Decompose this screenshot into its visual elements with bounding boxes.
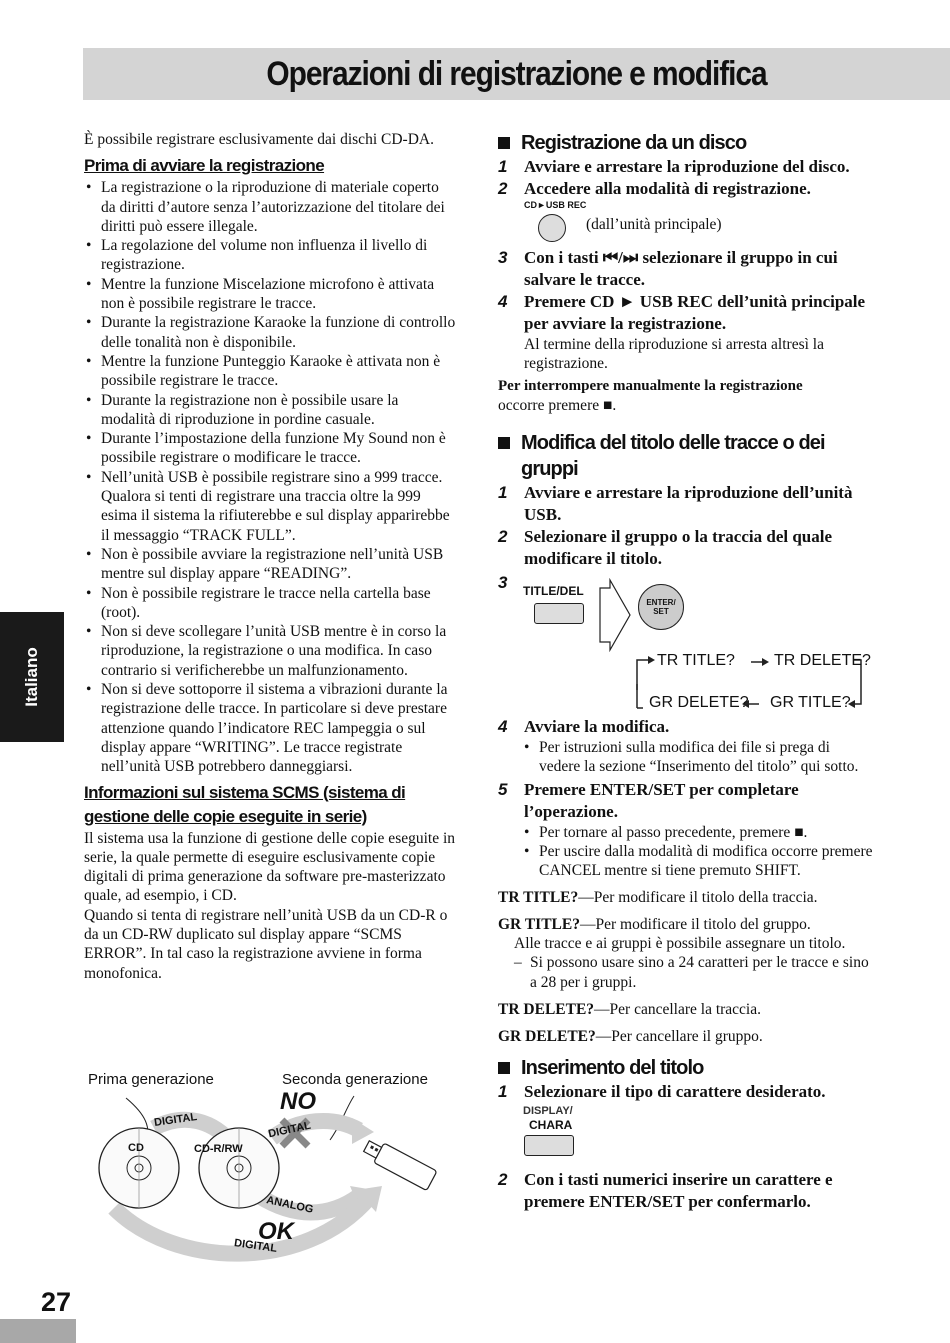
rec-step-2: 2 Accedere alla modalità di registrazione. — [498, 179, 811, 198]
digital-label-1: DIGITAL — [153, 1111, 198, 1129]
stop-recording-heading: Per interrompere manualmente la registrazione — [498, 378, 803, 394]
def-gr-title: GR TITLE?—Per modificare il titolo del gruppo. — [498, 915, 811, 933]
mod-step-1: 1 Avviare e arrestare la riproduzione dell’unità USB. — [498, 482, 853, 524]
left-column — [84, 130, 456, 983]
scms-paragraph-2: Quando si tenta di registrare nell’unità USB da un CD-R o da un CD-RW duplicato sul display appare “SCMS ERROR”. In tal caso la registrazione avviene in forma monofonica. — [84, 906, 448, 982]
ok-label: OK — [258, 1218, 294, 1245]
list-item: • Durante la registrazione non è possibile usare la modalità di riproduzione in pordine casuale. — [84, 391, 456, 430]
def-gr-delete: GR DELETE?—Per cancellare il gruppo. — [498, 1028, 763, 1046]
next-arrow-icon — [598, 578, 632, 652]
list-item: • Mentre la funzione Punteggio Karaoke è attivata non è possibile registrare le tracce. — [84, 352, 456, 391]
before-recording-list — [84, 178, 456, 776]
mod-step-5-list — [498, 823, 873, 880]
intro-text: È possibile registrare esclusivamente dai dischi CD-DA. — [84, 131, 434, 148]
list-item: • Per istruzioni sulla modifica dei file si prega di vedere la sezione “Inserimento del titolo” qui sotto. — [539, 738, 873, 776]
list-item: • Mentre la funzione Miscelazione microfono è attivata non è possibile registrare le tracce. — [84, 275, 456, 314]
rec-step-3: 3 Con i tasti ⏮/⏭ selezionare il gruppo in cui salvare le tracce. — [498, 248, 838, 289]
list-item: • La registrazione o la riproduzione di materiale coperto da diritti d’autore senza l’autorizzazione del titolare dei diritti può essere illegale. — [84, 178, 456, 236]
def-tr-title: TR TITLE?—Per modificare il titolo della traccia. — [498, 888, 818, 906]
tr-delete-label: TR DELETE? — [774, 651, 871, 669]
page-title: Operazioni di registrazione e modifica — [266, 55, 767, 93]
cd-label: CD — [128, 1142, 144, 1154]
display-chara-button[interactable] — [524, 1135, 574, 1156]
def-tr-delete: TR DELETE?—Per cancellare la traccia. — [498, 1001, 761, 1019]
def-gr-title-extra: Alle tracce e ai gruppi è possibile assegnare un titolo. — [514, 935, 846, 953]
list-item: • Non si deve scollegare l’unità USB mentre è in corso la riproduzione, la registrazione o una modifica. In caso contrario si verificherebbe un malfunzionamento. — [84, 622, 456, 680]
second-generation-label: Seconda generazione — [282, 1071, 428, 1088]
language-tab-label: Italiano — [21, 647, 41, 707]
mod-step-4: 4 Avviare la modifica. — [498, 716, 670, 736]
page-number-bar — [0, 1319, 76, 1343]
mod-step-2: 2 Selezionare il gruppo o la traccia del quale modificare il titolo. — [498, 526, 833, 568]
list-item: • Non si deve sottoporre il sistema a vibrazioni durante la registrazione delle tracce. In particolare si deve prestare attenzione quando l’indicatore REC lampeggia o sul display appare “WRITING”. Le tracce registrate nell’unità USB potrebbero danneggiarsi. — [84, 680, 456, 776]
rec-step-4-note: Al termine della riproduzione si arresta altresì la registrazione. — [524, 336, 824, 372]
page-number: 27 — [41, 1287, 72, 1317]
before-recording-heading: Prima di avviare la registrazione — [84, 156, 325, 176]
list-item: • Durante l’impostazione della funzione My Sound non è possibile registrare o modificare le tracce. — [84, 429, 456, 468]
list-item: • Per tornare al passo precedente, premere ■. — [539, 823, 873, 842]
enter-set-button[interactable]: ENTER/ SET — [638, 584, 684, 630]
list-item: • La regolazione del volume non influenza il livello di registrazione. — [84, 236, 456, 275]
analog-label: ANALOG — [265, 1194, 315, 1216]
title-del-label: TITLE/DEL — [523, 583, 584, 598]
digital-label-3: DIGITAL — [233, 1237, 278, 1255]
insert-title-heading: Inserimento del titolo — [498, 1055, 873, 1081]
gr-delete-label: GR DELETE? — [649, 693, 749, 711]
first-generation-label: Prima generazione — [88, 1071, 214, 1088]
mod-step-3: 3 — [498, 572, 508, 592]
scms-paragraph-1: Il sistema usa la funzione di gestione delle copie eseguite in serie, la quale permette di eseguire esclusivamente copie digitali di prima generazione da software pre-masterizzato quale, ad esempio, i CD. — [84, 829, 456, 905]
display-label: DISPLAY/ — [523, 1104, 573, 1117]
gr-title-label: GR TITLE? — [770, 693, 851, 711]
list-item: • Nell’unità USB è possibile registrare sino a 999 tracce. Qualora si tenti di registrare una traccia oltre la 999 esima il sistema la rifiuterebbe e sul display apparirebbe il messaggio “TRACK FULL”. — [84, 468, 456, 545]
def-gr-title-dash: – Si possono usare sino a 24 caratteri per le tracce e sino a 28 per i gruppi. — [514, 954, 869, 991]
stop-recording-text: occorre premere ■. — [498, 397, 617, 415]
recording-heading: Registrazione da un disco — [498, 130, 873, 156]
list-item: • Non è possibile registrare le tracce nella cartella base (root). — [84, 584, 456, 623]
tr-title-label: TR TITLE? — [657, 651, 735, 669]
list-item: • Per uscire dalla modalità di modifica occorre premere CANCEL mentre si tiene premuto SHIFT. — [539, 842, 873, 880]
chara-label: CHARA — [529, 1117, 573, 1132]
rec-button-note: (dall’unità principale) — [586, 216, 722, 233]
rec-step-1: 1 Avviare e arrestare la riproduzione del disco. — [498, 157, 850, 176]
ins-step-2: 2 Con i tasti numerici inserire un carattere e premere ENTER/SET per confermarlo. — [498, 1169, 833, 1211]
modify-heading: Modifica del titolo delle tracce o dei gruppi — [498, 430, 873, 482]
mod-step-3-figure — [498, 570, 873, 716]
cdrw-label: CD-R/RW — [194, 1143, 243, 1155]
rec-step-4: 4 Premere CD ► USB REC dell’unità principale per avviare la registrazione. — [498, 292, 866, 333]
list-item: • Durante la registrazione Karaoke la funzione di controllo delle tonalità non è disponibile. — [84, 313, 456, 352]
digital-label-2: DIGITAL — [267, 1119, 312, 1141]
ins-step-1: 1 Selezionare il tipo di carattere desiderato. — [498, 1081, 826, 1101]
no-label: NO — [280, 1088, 316, 1115]
mod-step-5: 5 Premere ENTER/SET per completare l’operazione. — [498, 779, 799, 821]
scms-diagram — [84, 1068, 456, 1268]
title-del-button[interactable] — [534, 603, 584, 624]
scms-heading: Informazioni sul sistema SCMS (sistema di gestione delle copie eseguite in serie) — [84, 782, 406, 826]
cd-usb-rec-button[interactable] — [538, 214, 566, 242]
list-item: • Non è possibile avviare la registrazione nell’unità USB mentre sul display appare “READING”. — [84, 545, 456, 584]
rec-button-figure — [498, 200, 873, 244]
mod-step-4-list — [498, 738, 873, 776]
right-column — [498, 130, 873, 1213]
display-chara-figure — [498, 1103, 873, 1169]
cd-usb-rec-label: CD►USB REC — [524, 200, 587, 210]
